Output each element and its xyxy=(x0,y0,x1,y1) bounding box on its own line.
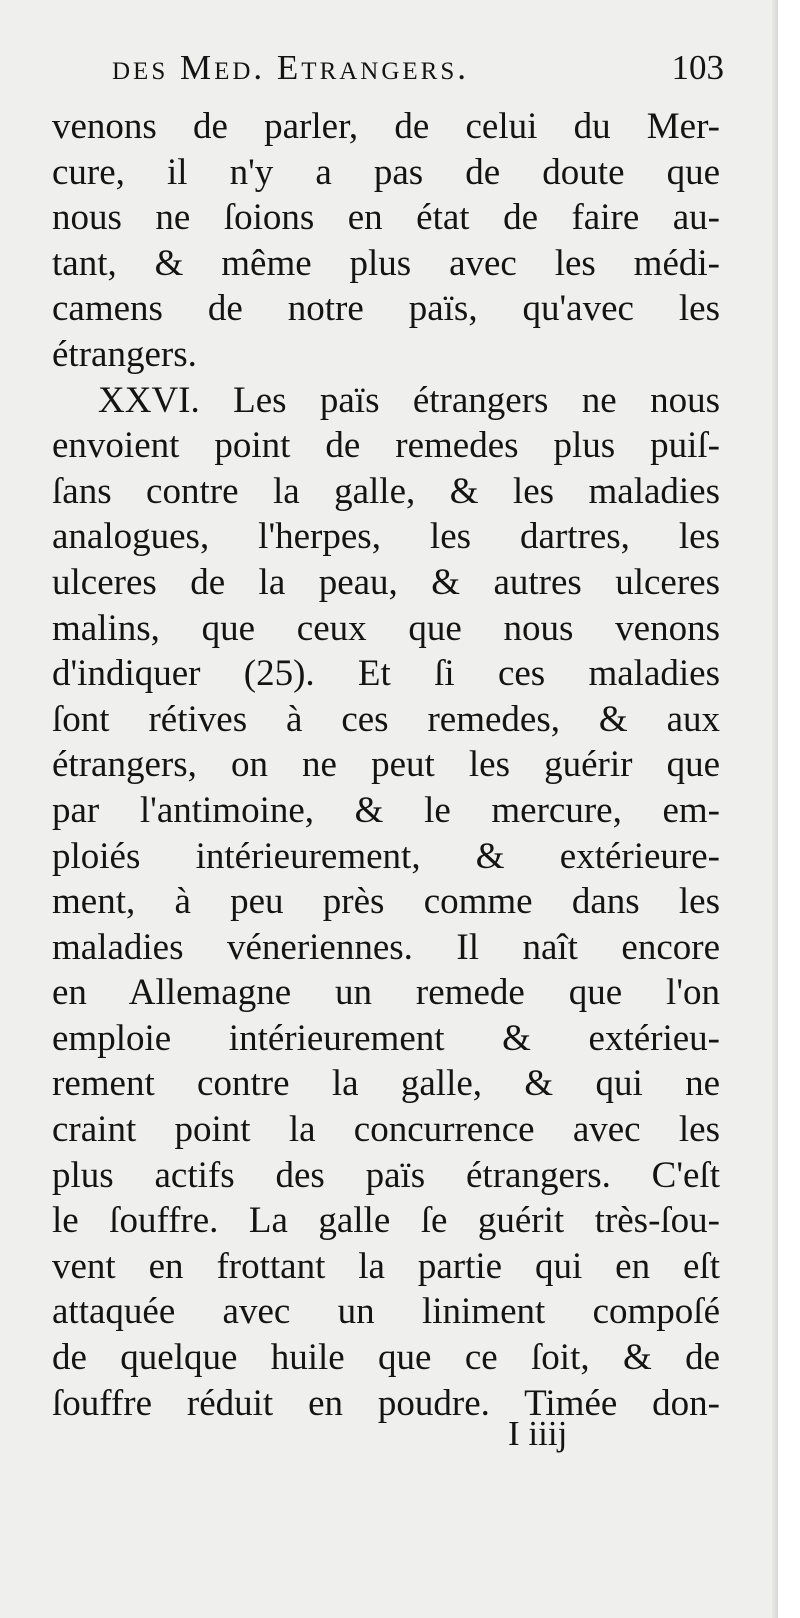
text-line: rement contre la galle, & qui ne xyxy=(52,1063,720,1105)
signature-mark: I iiij xyxy=(508,1414,568,1453)
text-line: plus actifs des païs étrangers. C'eſt xyxy=(52,1154,720,1196)
text-line: craint point la concurrence avec les xyxy=(52,1109,720,1151)
running-head: des Med. Etrangers. xyxy=(112,48,470,87)
text-line: envoient point de remedes plus puiſ- xyxy=(52,425,720,467)
paragraph-start-line: XXVI. Les païs étrangers ne nous xyxy=(98,379,720,421)
page-header xyxy=(112,48,752,100)
page-number: 103 xyxy=(671,48,724,87)
text-line: cure, il n'y a pas de doute que xyxy=(52,151,720,193)
text-line: malins, que ceux que nous venons xyxy=(52,607,720,649)
text-line: maladies véneriennes. Il naît encore xyxy=(52,926,720,968)
text-line: ulceres de la peau, & autres ulceres xyxy=(52,561,720,603)
text-line: emploie intérieurement & extérieu- xyxy=(52,1017,720,1059)
text-line: camens de notre païs, qu'avec les xyxy=(52,288,720,330)
text-line: en Allemagne un remede que l'on xyxy=(52,972,720,1014)
text-line: le ſouffre. La galle ſe guérit très-ſou- xyxy=(52,1200,720,1242)
body-text xyxy=(52,104,720,1426)
text-line: vent en frottant la partie qui en eſt xyxy=(52,1245,720,1287)
text-line: étrangers. xyxy=(52,333,197,375)
text-line: attaquée avec un liniment compoſé xyxy=(52,1291,720,1333)
text-line: d'indiquer (25). Et ſi ces maladies xyxy=(52,653,720,695)
text-line: ſans contre la galle, & les maladies xyxy=(52,470,720,512)
text-line: ſouffre réduit en poudre. Timée don- xyxy=(52,1382,720,1424)
text-line: de quelque huile que ce ſoit, & de xyxy=(52,1337,720,1379)
text-line: ploiés intérieurement, & extérieure- xyxy=(52,835,720,877)
text-line: ſont rétives à ces remedes, & aux xyxy=(52,698,720,740)
text-line: analogues, l'herpes, les dartres, les xyxy=(52,516,720,558)
text-line: nous ne ſoions en état de faire au- xyxy=(52,197,720,239)
text-line: ment, à peu près comme dans les xyxy=(52,881,720,923)
text-line: par l'antimoine, & le mercure, em- xyxy=(52,789,720,831)
text-line: tant, & même plus avec les médi- xyxy=(52,242,720,284)
text-line: venons de parler, de celui du Mer- xyxy=(52,106,720,147)
text-line: étrangers, on ne peut les guérir que xyxy=(52,744,720,786)
